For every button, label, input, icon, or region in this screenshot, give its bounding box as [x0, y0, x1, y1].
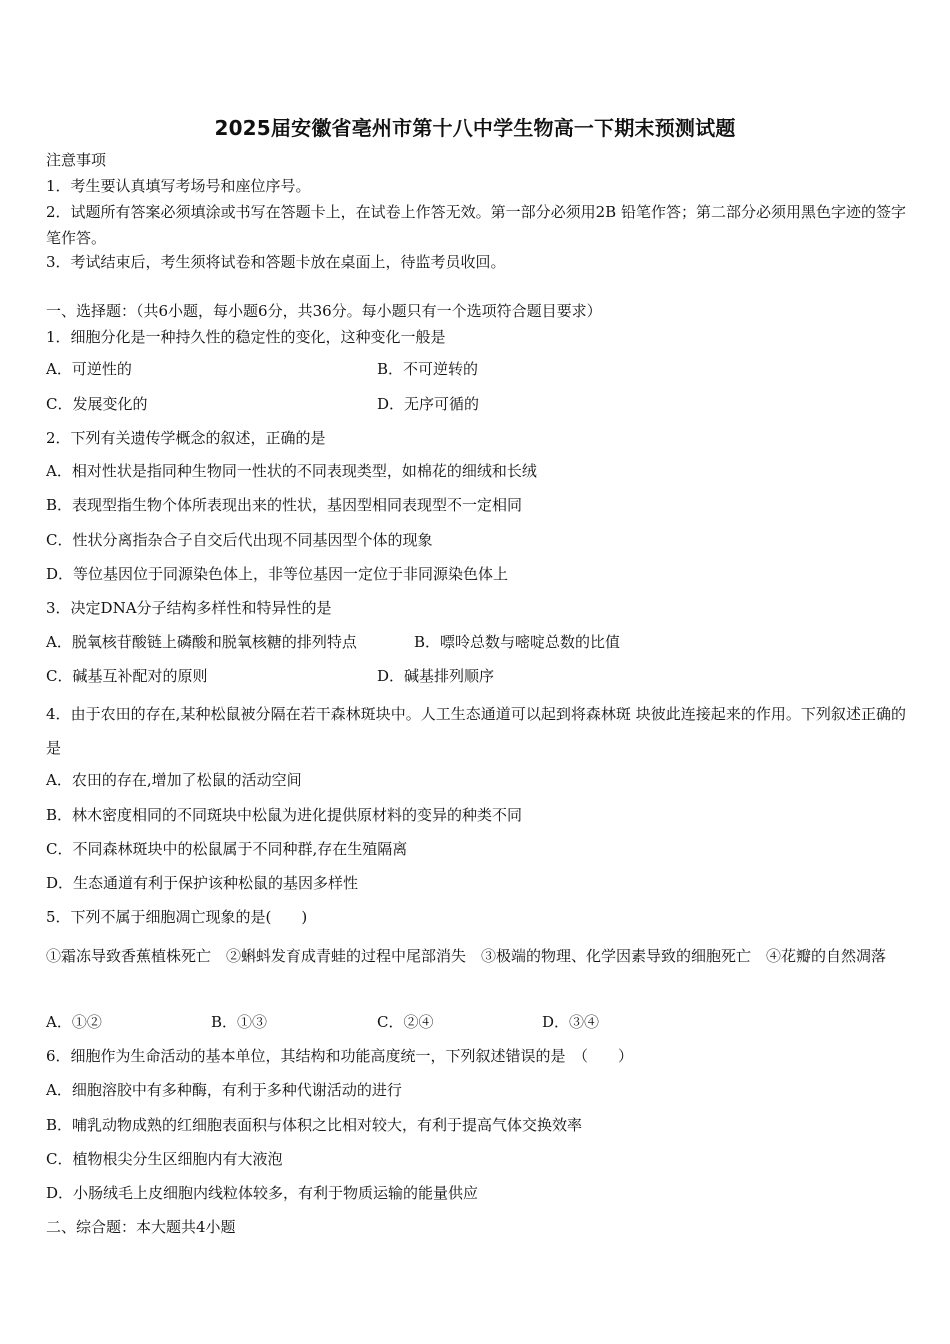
question-3-option-d: D．碱基排列顺序 [377, 667, 495, 685]
question-4-stem: 4．由于农田的存在,某种松鼠被分隔在若干森林斑块中。人工生态通道可以起到将森林斑 块彼此连接起来的作用。下列叙述正确的是 [46, 705, 906, 757]
notice-item-2: 2．试题所有答案必须填涂或书写在答题卡上，在试卷上作答无效。第一部分必须用2B 铅笔作答；第二部分必须用黑色字迹的签字笔作答。 [46, 203, 906, 247]
question-2-option-a: A．相对性状是指同种生物同一性状的不同表现类型，如棉花的细绒和长绒 [46, 462, 537, 480]
question-5-option-b: B．①③ [211, 1013, 268, 1031]
question-5-detail: ①霜冻导致香蕉植株死亡 ②蝌蚪发育成青蛙的过程中尾部消失 ③极端的物理、化学因素导致的细胞死亡 ④花瓣的自然凋落 [46, 947, 887, 965]
question-6-stem: 6．细胞作为生命活动的基本单位，其结构和功能高度统一，下列叙述错误的是 （ ） [46, 1047, 634, 1065]
question-3-option-c: C．碱基互补配对的原则 [46, 667, 208, 685]
question-6-option-c: C．植物根尖分生区细胞内有大液泡 [46, 1150, 283, 1168]
question-5-stem: 5．下列不属于细胞凋亡现象的是( ) [46, 908, 308, 926]
question-1-stem: 1．细胞分化是一种持久性的稳定性的变化，这种变化一般是 [46, 328, 446, 346]
question-4-option-c: C．不同森林斑块中的松鼠属于不同种群,存在生殖隔离 [46, 840, 408, 858]
question-1-options-row-1 [46, 359, 906, 379]
question-3-options-row-1 [46, 632, 906, 652]
notice-heading: 注意事项 [46, 151, 107, 169]
question-5-option-d: D．③④ [542, 1013, 600, 1031]
question-5-option-a: A．①② [46, 1013, 102, 1031]
section2-heading: 二、综合题：本大题共4小题 [46, 1218, 236, 1236]
question-4-option-d: D．生态通道有利于保护该种松鼠的基因多样性 [46, 874, 359, 892]
question-5-options-row [46, 1012, 906, 1032]
question-4-option-b: B．林木密度相同的不同斑块中松鼠为进化提供原材料的变异的种类不同 [46, 806, 523, 824]
exam-title: 2025届安徽省亳州市第十八中学生物高一下期末预测试题 [214, 116, 736, 140]
question-3-option-b: B．嘌呤总数与嘧啶总数的比值 [414, 633, 621, 651]
question-6-option-a: A．细胞溶胶中有多种酶，有利于多种代谢活动的进行 [46, 1081, 402, 1099]
question-4-option-a: A．农田的存在,增加了松鼠的活动空间 [46, 771, 302, 789]
question-2-stem: 2．下列有关遗传学概念的叙述，正确的是 [46, 429, 326, 447]
question-1-option-b: B．不可逆转的 [377, 360, 479, 378]
question-1-option-a: A．可逆性的 [46, 360, 132, 378]
question-1-option-c: C．发展变化的 [46, 395, 148, 413]
question-3-stem: 3．决定DNA分子结构多样性和特异性的是 [46, 599, 332, 617]
question-3-options-row-2 [46, 666, 906, 686]
question-6-option-b: B．哺乳动物成熟的红细胞表面积与体积之比相对较大，有利于提高气体交换效率 [46, 1116, 583, 1134]
question-6-option-d: D．小肠绒毛上皮细胞内线粒体较多，有利于物质运输的能量供应 [46, 1184, 479, 1202]
question-2-option-d: D．等位基因位于同源染色体上，非等位基因一定位于非同源染色体上 [46, 565, 509, 583]
section1-heading: 一、选择题：（共6小题，每小题6分，共36分。每小题只有一个选项符合题目要求） [46, 302, 602, 320]
notice-item-1: 1．考生要认真填写考场号和座位序号。 [46, 177, 311, 195]
question-1-options-row-2 [46, 394, 906, 414]
question-3-option-a: A．脱氧核苷酸链上磷酸和脱氧核糖的排列特点 [46, 633, 357, 651]
question-1-option-d: D．无序可循的 [377, 395, 480, 413]
question-5-option-c: C．②④ [377, 1013, 434, 1031]
question-2-option-b: B．表现型指生物个体所表现出来的性状，基因型相同表现型不一定相同 [46, 496, 523, 514]
notice-item-3: 3．考试结束后，考生须将试卷和答题卡放在桌面上，待监考员收回。 [46, 253, 506, 271]
question-2-option-c: C．性状分离指杂合子自交后代出现不同基因型个体的现象 [46, 531, 433, 549]
